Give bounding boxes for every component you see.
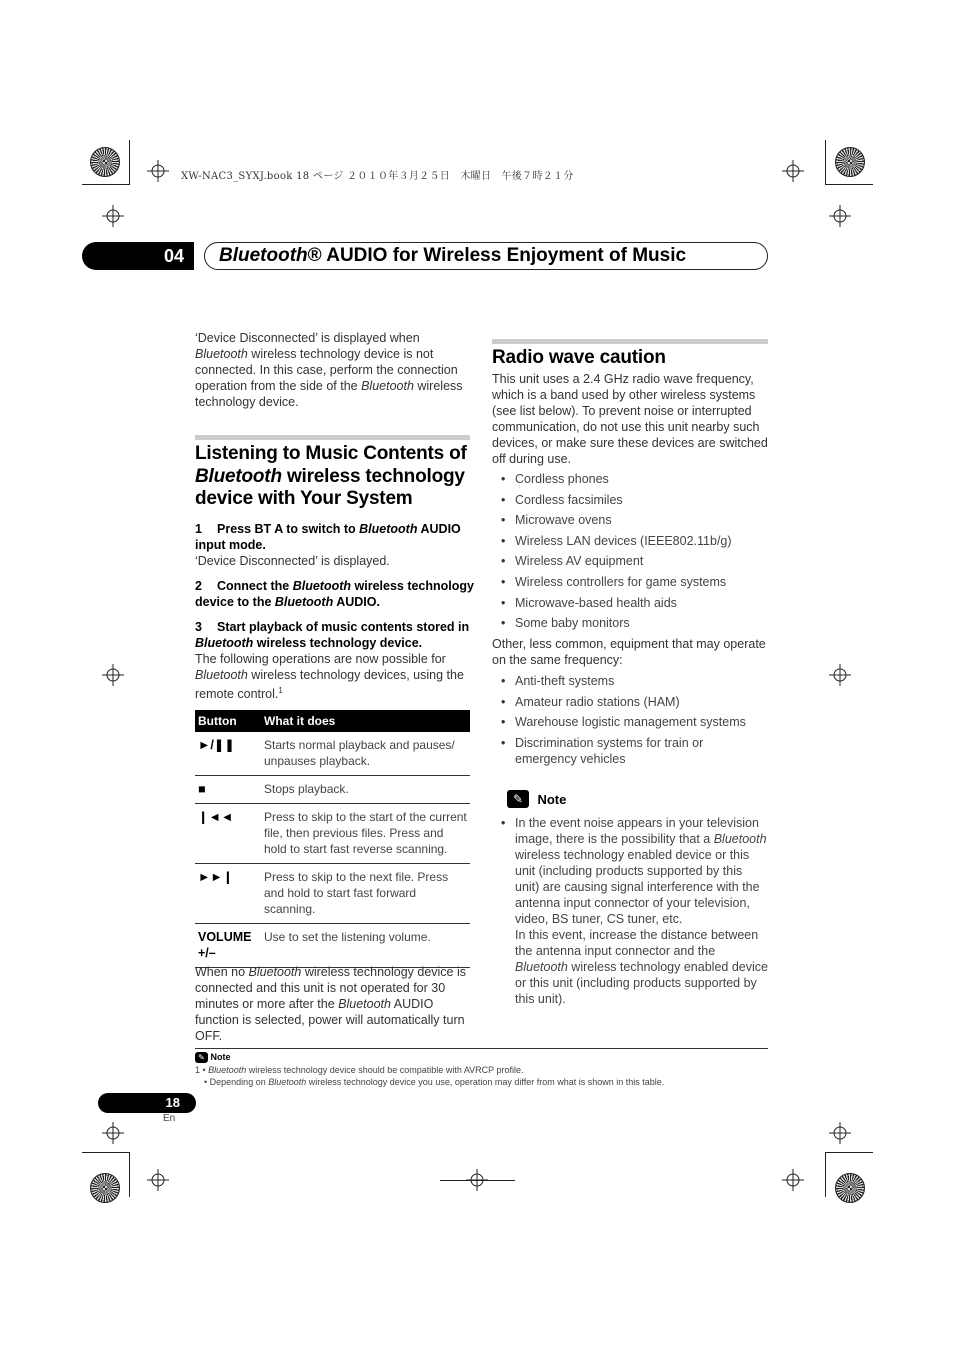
table-row xyxy=(195,924,470,968)
list-item: • Wireless AV equipment xyxy=(492,553,768,569)
table-header-button: Button xyxy=(195,710,261,732)
skip-forward-icon: ►►❙ xyxy=(195,864,261,924)
note-heading: ✎ Note xyxy=(507,790,566,808)
footnote-1: 1 • Bluetooth wireless technology device should be compatible with AVRCP profile. xyxy=(195,1065,524,1075)
section-rule xyxy=(195,435,470,440)
step-3: 3 Start playback of music contents stored in Bluetooth wireless technology device. xyxy=(195,620,470,650)
footnote-label: ✎ Note xyxy=(195,1051,231,1063)
note-item: • In the event noise appears in your television image, there is the possibility that a Bluetooth wireless technology enabled device or this unit (including products supported by this unit) are causing signal interference with the antenna input connector of your television, video, BS tuner, CS tuner, etc. In this event, increase the distance between the antenna input connector and the Bluetooth wireless technology enabled device or this unit (including products supported by this unit). xyxy=(492,815,768,1007)
chapter-title-italic: Bluetooth xyxy=(219,245,308,266)
other-equipment-text: Other, less common, equipment that may operate on the same frequency: xyxy=(492,637,766,667)
registration-sun-icon xyxy=(835,147,865,177)
interfering-devices-list xyxy=(492,471,768,631)
list-item: • Anti-theft systems xyxy=(492,673,768,689)
play-pause-icon: ►/❚❚ xyxy=(195,732,261,776)
registration-sun-icon xyxy=(835,1173,865,1203)
list-item: • Warehouse logistic management systems xyxy=(492,714,768,730)
table-row xyxy=(195,804,470,864)
table-header-description: What it does xyxy=(261,710,470,732)
list-item: • Wireless controllers for game systems xyxy=(492,574,768,590)
crosshair-icon xyxy=(147,1169,169,1191)
list-item: • Microwave ovens xyxy=(492,512,768,528)
skip-back-icon: ❙◄◄ xyxy=(195,804,261,864)
chapter-number: 04 xyxy=(82,242,194,270)
chapter-title xyxy=(204,242,768,270)
step-3-description: The following operations are now possible for Bluetooth wireless technology devices, using the remote control.$^1$ xyxy=(195,652,464,702)
footnote-rule xyxy=(195,1048,768,1049)
crosshair-icon xyxy=(147,160,169,182)
page-language: En xyxy=(163,1113,176,1124)
list-item: • Amateur radio stations (HAM) xyxy=(492,694,768,710)
table-row xyxy=(195,776,470,804)
crosshair-icon xyxy=(102,1122,124,1144)
crosshair-icon xyxy=(782,160,804,182)
note-pencil-icon: ✎ xyxy=(507,790,529,808)
registration-sun-icon xyxy=(90,147,120,177)
step-1: 1 Press BT A to switch to Bluetooth AUDIO input mode. xyxy=(195,522,461,552)
print-header: XW-NAC3_SYXJ.book 18 ページ ２０１０年３月２５日 木曜日 午後７時２１分 xyxy=(181,171,574,182)
auto-power-off-paragraph: When no Bluetooth wireless technology device is connected and this unit is not operated for 30 minutes or more after the Bluetooth AUDIO function is selected, power will automatically turn OFF. xyxy=(195,965,467,1043)
registration-sun-icon xyxy=(90,1173,120,1203)
intro-paragraph: ‘Device Disconnected’ is displayed when Bluetooth wireless technology device is not connected. In this case, perform the connection operation from the side of the Bluetooth wireless technology device. xyxy=(195,331,463,409)
chapter-title-rest: ® AUDIO for Wireless Enjoyment of Music xyxy=(307,245,687,266)
crosshair-icon xyxy=(102,664,124,686)
list-item: • Microwave-based health aids xyxy=(492,595,768,611)
crosshair-icon xyxy=(782,1169,804,1191)
footnote-2: • Depending on Bluetooth wireless technology device you use, operation may differ from what is shown in this table. xyxy=(204,1077,665,1087)
table-cell: Starts normal playback and pauses/ unpauses playback. xyxy=(261,732,470,776)
table-row xyxy=(195,864,470,924)
stop-icon: ■ xyxy=(195,776,261,804)
operations-table xyxy=(195,710,470,968)
note-list xyxy=(492,815,768,1007)
table-cell: Press to skip to the next file. Press and hold to start fast forward scanning. xyxy=(261,864,470,924)
table-cell: Stops playback. xyxy=(261,776,470,804)
list-item: • Cordless phones xyxy=(492,471,768,487)
list-item: • Some baby monitors xyxy=(492,615,768,631)
other-equipment-list xyxy=(492,673,768,767)
section-heading-radio-wave: Radio wave caution xyxy=(492,347,666,368)
table-row xyxy=(195,732,470,776)
list-item: • Discrimination systems for train or emergency vehicles xyxy=(492,735,768,767)
page-number: 18 xyxy=(98,1093,196,1113)
crosshair-icon xyxy=(102,205,124,227)
list-item: • Wireless LAN devices (IEEE802.11b/g) xyxy=(492,533,768,549)
crosshair-icon xyxy=(829,205,851,227)
crosshair-icon xyxy=(829,664,851,686)
table-cell: Press to skip to the start of the current file, then previous files. Press and hold to start fast reverse scanning. xyxy=(261,804,470,864)
crosshair-icon xyxy=(829,1122,851,1144)
list-item: • Cordless facsimiles xyxy=(492,492,768,508)
note-pencil-icon: ✎ xyxy=(195,1052,208,1063)
footnote-ref: 1 xyxy=(278,686,283,695)
radio-wave-intro: This unit uses a 2.4 GHz radio wave frequency, which is a band used by other wireless systems (see list below). To prevent noise or interrupted communication, do not use this unit nearby such devices, or make sure these devices are switched off during use. xyxy=(492,372,768,466)
step-1-result: ‘Device Disconnected’ is displayed. xyxy=(195,554,390,568)
table-cell: Use to set the listening volume. xyxy=(261,924,470,968)
volume-button-label: VOLUME +/– xyxy=(195,924,261,968)
section-rule xyxy=(492,339,768,344)
table-header-row xyxy=(195,710,470,732)
section-heading-listening: Listening to Music Contents of Bluetooth wireless technology device with Your System xyxy=(195,443,467,509)
step-2: 2 Connect the Bluetooth wireless technology device to the Bluetooth AUDIO. xyxy=(195,579,474,609)
